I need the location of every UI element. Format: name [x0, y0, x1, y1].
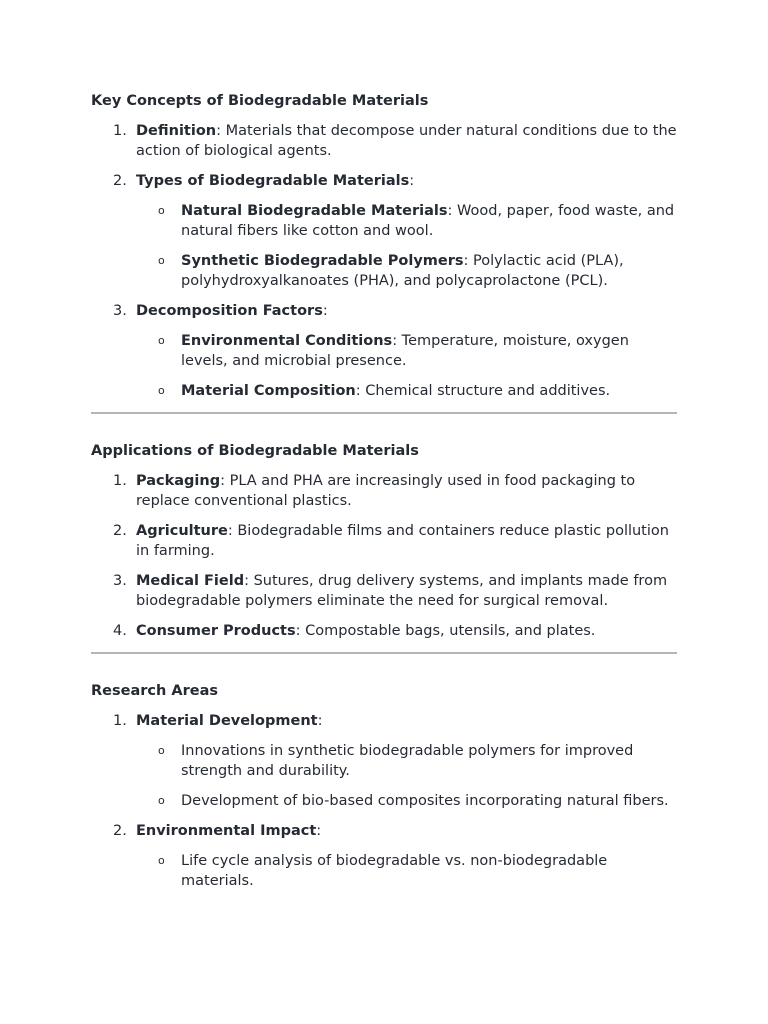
bullet-icon: o: [158, 794, 165, 807]
section-key-concepts: [91, 91, 677, 401]
item-term: Medical Field: [136, 573, 245, 589]
item-term: Definition: [136, 123, 217, 139]
sub-item-text: Life cycle analysis of biodegradable vs. non-biodegradable materials.: [181, 853, 608, 889]
item-number: 3.: [113, 573, 127, 589]
item-term: Environmental Impact: [136, 823, 317, 839]
list-item: [91, 821, 677, 891]
item-term: Packaging: [136, 473, 221, 489]
item-term: Agriculture: [136, 523, 228, 539]
list-item: [91, 121, 677, 161]
bullet-icon: o: [158, 334, 165, 347]
sub-list-item: [136, 791, 677, 811]
list-item: [91, 571, 677, 611]
sub-list: [136, 851, 677, 891]
bullet-icon: o: [158, 204, 165, 217]
sub-item-text: Innovations in synthetic biodegradable polymers for improved strength and durability.: [181, 743, 634, 779]
sub-item-text: : Chemical structure and additives.: [355, 383, 611, 399]
list-item: [91, 171, 677, 291]
sub-list-item: [136, 741, 677, 781]
bullet-icon: o: [158, 384, 165, 397]
item-term: Decomposition Factors: [136, 303, 323, 319]
section-title: Applications of Biodegradable Materials: [91, 443, 419, 459]
sub-list-item: [136, 201, 677, 241]
item-text: : Materials that decompose under natural conditions due to the action of biological agents.: [136, 123, 677, 159]
sub-item-term: Material Composition: [181, 383, 356, 399]
item-number: 2.: [113, 173, 127, 189]
section-research-areas: [91, 681, 677, 891]
item-number: 2.: [113, 823, 127, 839]
sub-item-text: : Wood, paper, food waste, and natural fibers like cotton and wool.: [181, 203, 675, 239]
bullet-icon: o: [158, 854, 165, 867]
section-title: Research Areas: [91, 683, 218, 699]
sub-list-item: [136, 851, 677, 891]
item-text: : Biodegradable films and containers reduce plastic pollution in farming.: [136, 523, 669, 559]
list-item: [91, 711, 677, 811]
sub-item-term: Environmental Conditions: [181, 333, 393, 349]
item-text: :: [322, 303, 328, 319]
section-divider: [91, 412, 677, 414]
item-text: :: [316, 823, 322, 839]
sub-list-item: [136, 331, 677, 371]
item-term: Consumer Products: [136, 623, 296, 639]
bullet-icon: o: [158, 254, 165, 267]
list-item: [91, 621, 677, 641]
sub-list: [136, 741, 677, 811]
item-number: 1.: [113, 713, 127, 729]
item-number: 2.: [113, 523, 127, 539]
sub-list: [136, 201, 677, 291]
sub-item-text: : Polylactic acid (PLA), polyhydroxyalkanoates (PHA), and polycaprolactone (PCL).: [181, 253, 624, 289]
item-text: : PLA and PHA are increasingly used in food packaging to replace conventional plastics.: [136, 473, 636, 509]
item-term: Material Development: [136, 713, 318, 729]
item-text: : Compostable bags, utensils, and plates.: [295, 623, 596, 639]
item-text: :: [317, 713, 323, 729]
item-term: Types of Biodegradable Materials: [136, 173, 410, 189]
item-number: 4.: [113, 623, 127, 639]
list-item: [91, 471, 677, 511]
sub-list-item: [136, 251, 677, 291]
sub-item-term: Natural Biodegradable Materials: [181, 203, 448, 219]
item-text: :: [409, 173, 415, 189]
sub-item-text: : Temperature, moisture, oxygen levels, and microbial presence.: [181, 333, 629, 369]
bullet-icon: o: [158, 744, 165, 757]
section-divider: [91, 652, 677, 654]
list-item: [91, 301, 677, 401]
section-applications: [91, 441, 677, 641]
item-text: : Sutures, drug delivery systems, and implants made from biodegradable polymers eliminate the need for surgical removal.: [136, 573, 668, 609]
sub-list-item: [136, 381, 677, 401]
item-number: 1.: [113, 123, 127, 139]
sub-item-term: Synthetic Biodegradable Polymers: [181, 253, 464, 269]
sub-list: [136, 331, 677, 401]
list-item: [91, 521, 677, 561]
sub-item-text: Development of bio-based composites incorporating natural fibers.: [181, 793, 669, 809]
item-number: 3.: [113, 303, 127, 319]
section-title: Key Concepts of Biodegradable Materials: [91, 93, 429, 109]
item-number: 1.: [113, 473, 127, 489]
